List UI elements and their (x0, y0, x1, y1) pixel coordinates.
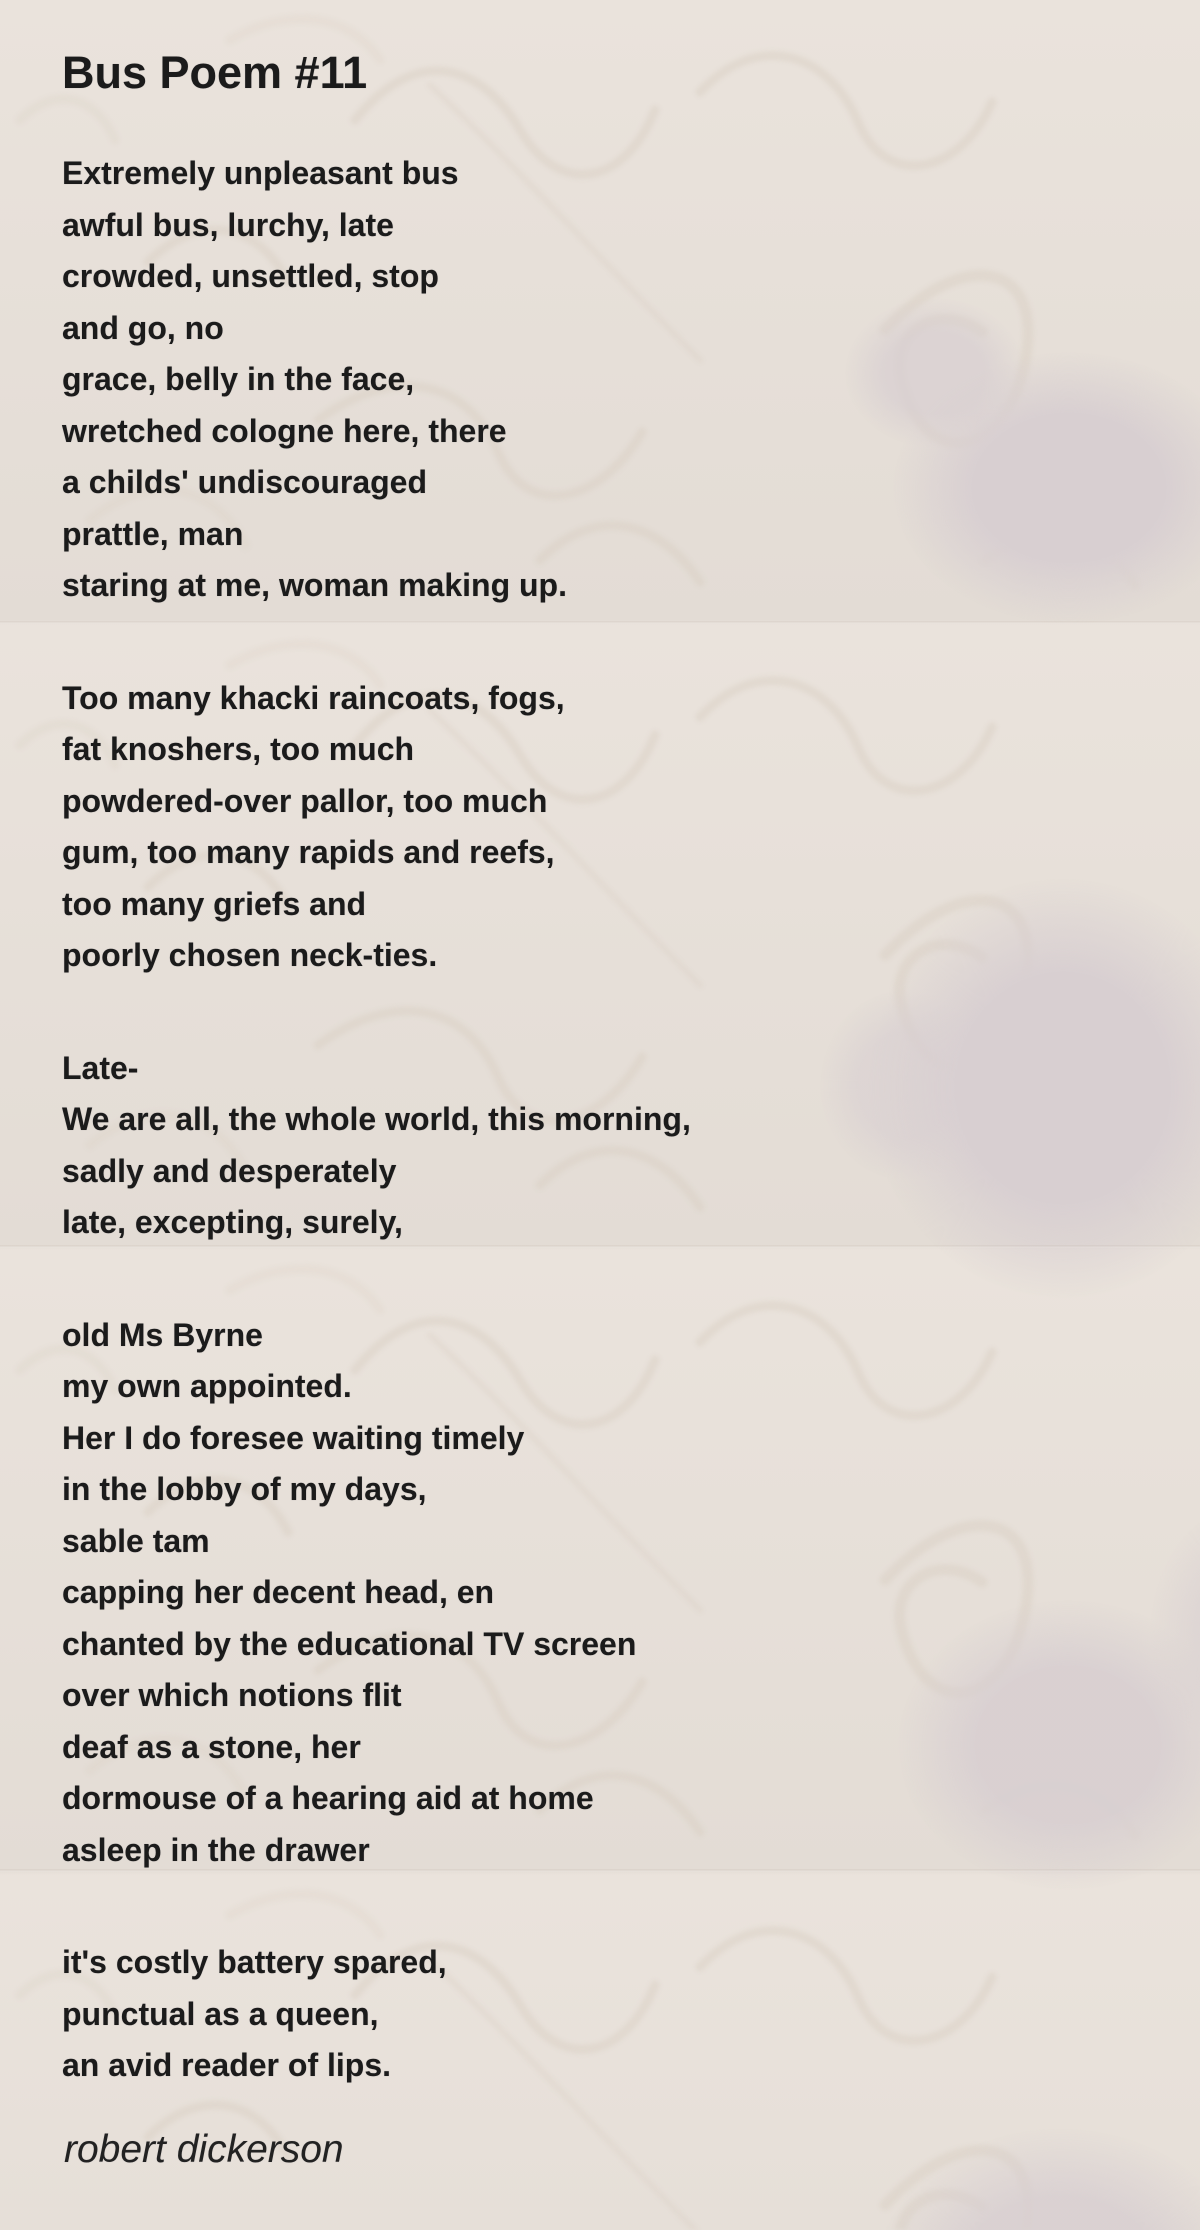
poem-line: prattle, man (62, 515, 244, 552)
stanza (62, 1043, 1170, 1249)
poem-line: fat knoshers, too much (62, 731, 415, 767)
poem-line: We are all, the whole world, this morning, (62, 1101, 691, 1137)
poem-line: chanted by the educational TV screen (62, 1625, 637, 1662)
poem-line: dormouse of a hearing aid at home (62, 1780, 594, 1816)
poem-line: in the lobby of my days, (62, 1471, 427, 1507)
poem-line: Her I do foresee waiting timely (62, 1419, 525, 1456)
poem-title: Bus Poem #11 (62, 47, 368, 98)
poem-line: my own appointed. (62, 1368, 352, 1404)
poem-line: punctual as a queen, (62, 1995, 379, 2032)
poem-line: gum, too many rapids and reefs, (62, 834, 555, 870)
poem-line: and go, no (62, 309, 224, 346)
stanza (62, 1937, 1170, 2092)
stanza (62, 148, 1170, 612)
poem-line: asleep in the drawer (62, 1831, 370, 1868)
poem-line: over which notions flit (62, 1677, 402, 1713)
poem-line: late, excepting, surely, (62, 1204, 403, 1240)
poem-line: staring at me, woman making up. (62, 567, 567, 603)
poem-line: sadly and desperately (62, 1152, 397, 1189)
poem-line: crowded, unsettled, stop (62, 258, 439, 294)
poem-line: it's costly battery spared, (62, 1944, 447, 1980)
poem-line: capping her decent head, en (62, 1574, 495, 1610)
poem-line: Too many khacki raincoats, fogs, (62, 679, 565, 716)
poem-line: sable tam (62, 1522, 210, 1559)
poem-line: Late- (62, 1049, 139, 1086)
poem-line: poorly chosen neck-ties. (62, 937, 438, 973)
stanza (62, 673, 1170, 982)
poem-line: a childs' undiscouraged (62, 464, 428, 500)
stanza (62, 1310, 1170, 1877)
poem-line: wretched cologne here, there (62, 412, 507, 449)
poem-line: Extremely unpleasant bus (62, 155, 459, 191)
poem-line: too many griefs and (62, 885, 367, 922)
poem-line: an avid reader of lips. (62, 2047, 391, 2083)
poem-line: deaf as a stone, her (62, 1728, 361, 1765)
author-signature: robert dickerson (64, 2128, 344, 2171)
poem-line: awful bus, lurchy, late (62, 206, 394, 243)
poem-line: grace, belly in the face, (62, 361, 415, 397)
poem-line: old Ms Byrne (62, 1316, 263, 1353)
poem-line: powdered-over pallor, too much (62, 782, 548, 819)
poem-body (62, 148, 1170, 2153)
